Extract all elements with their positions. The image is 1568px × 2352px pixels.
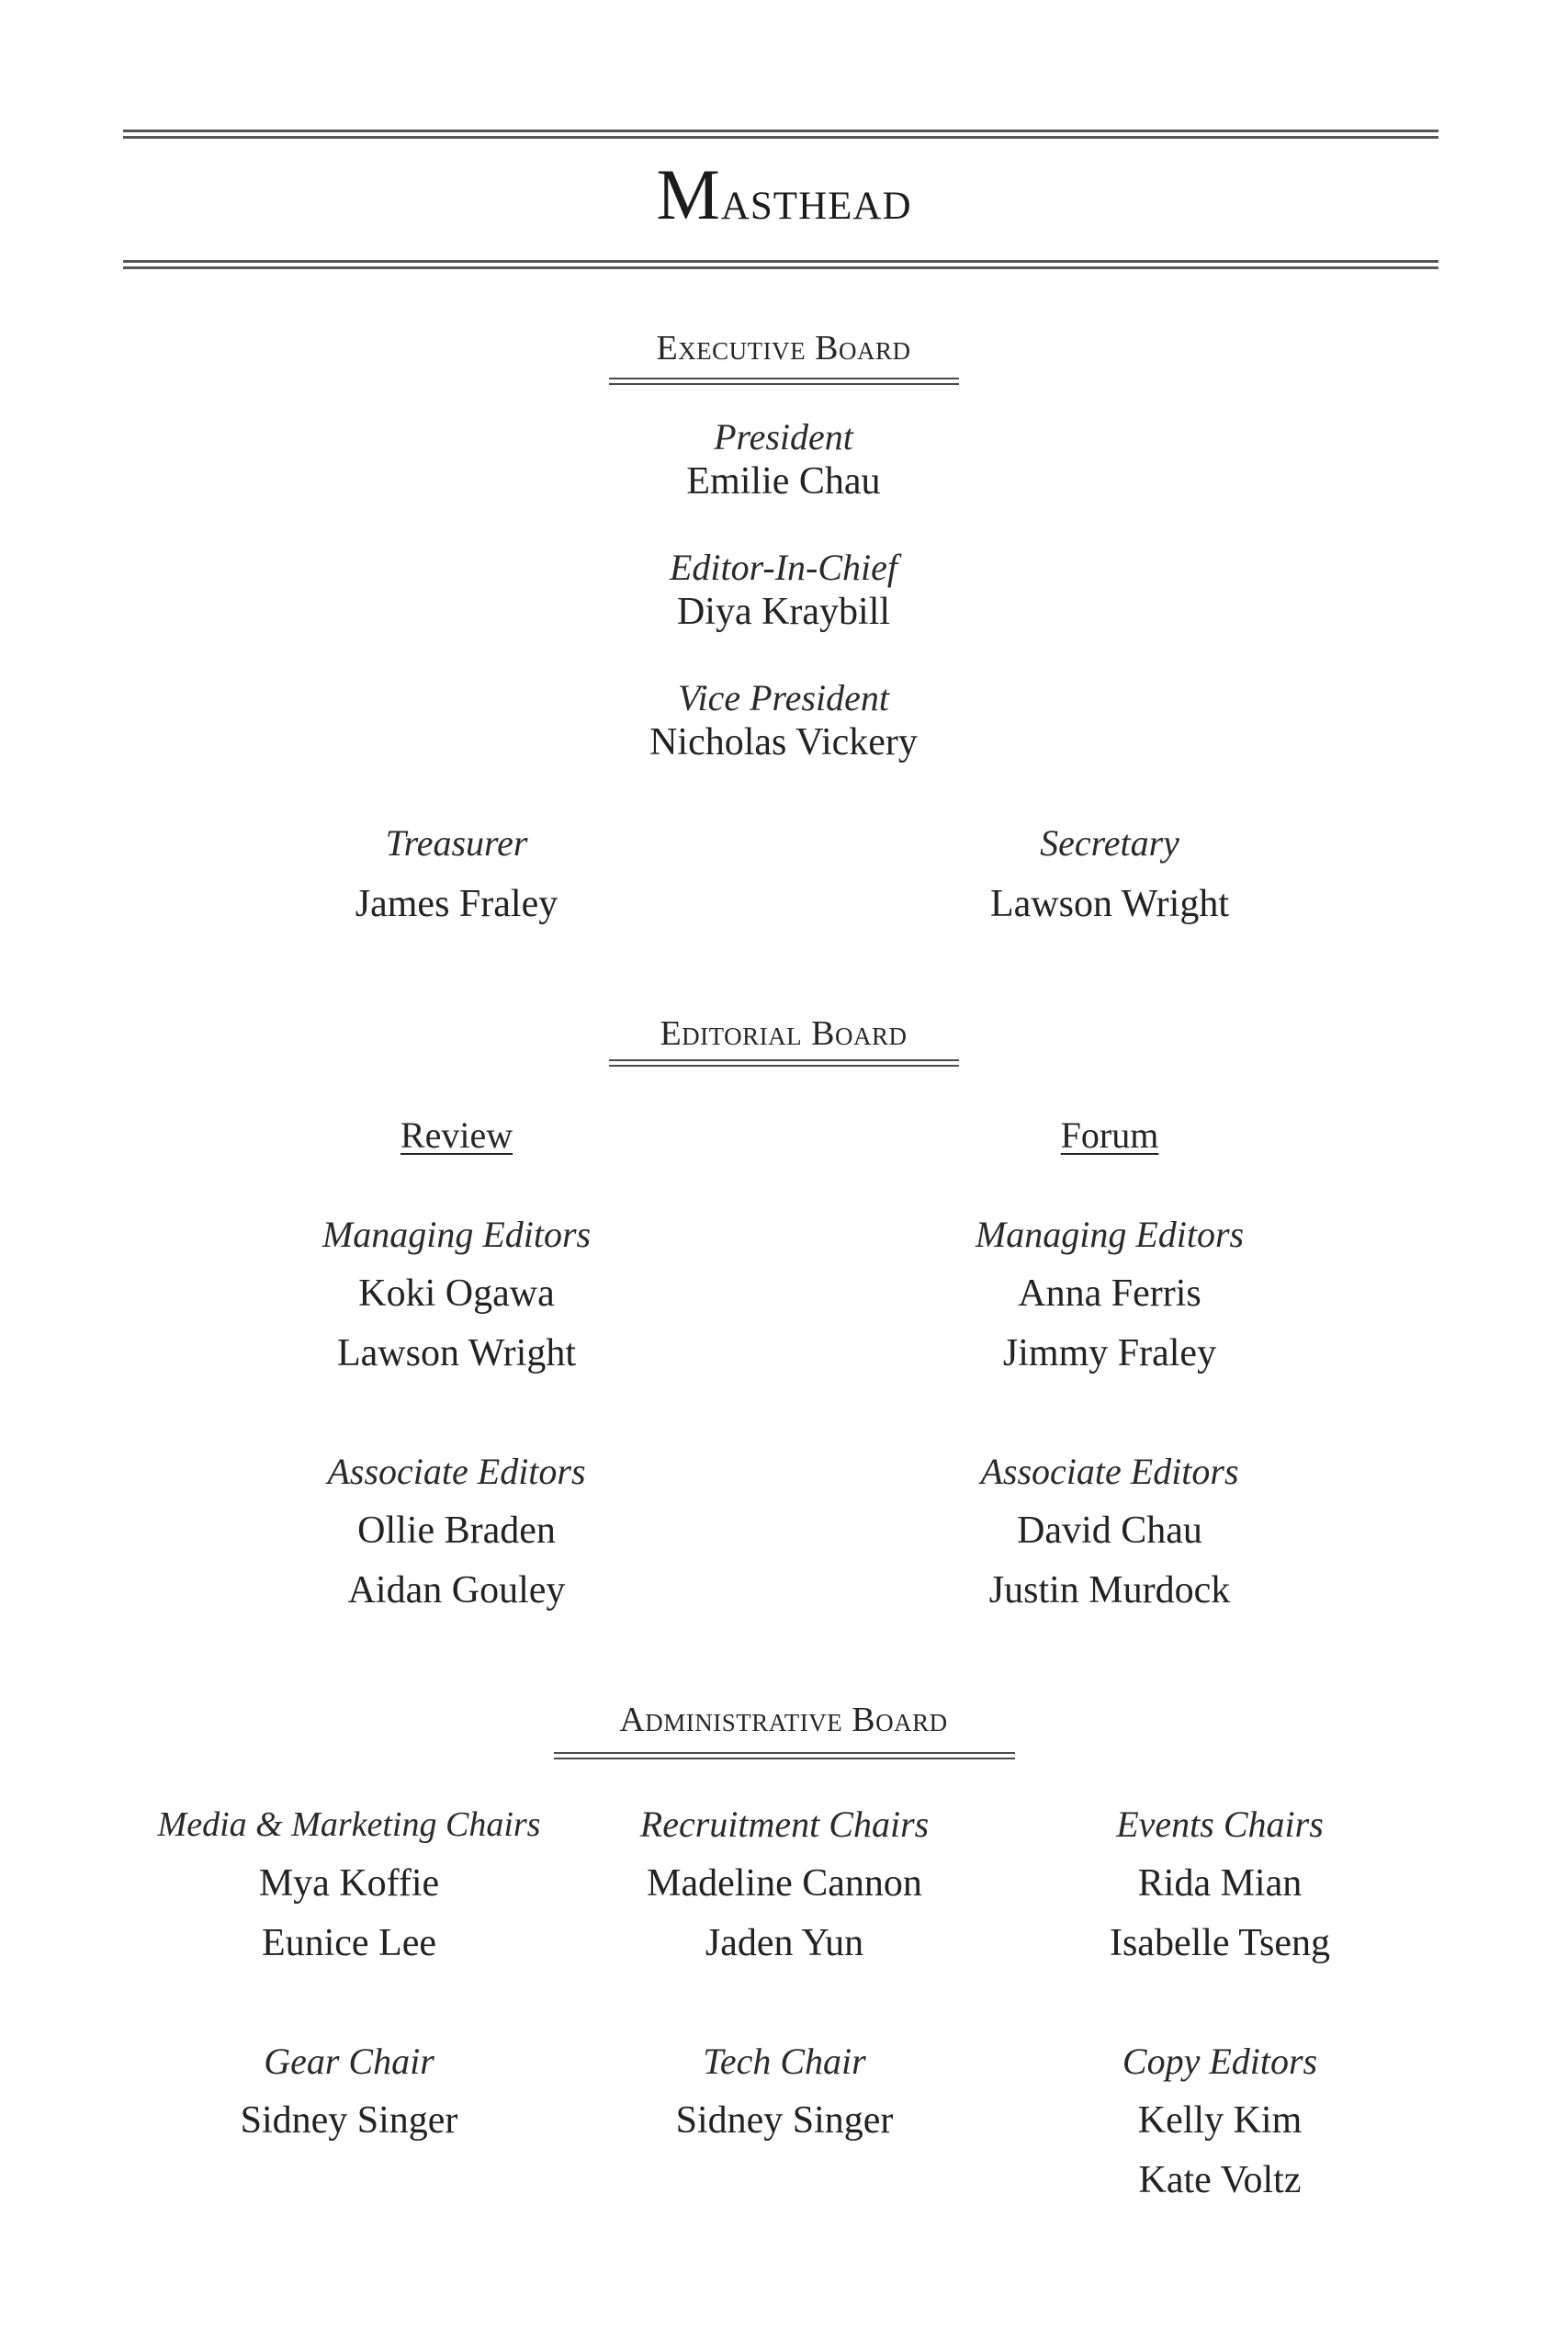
media-marketing-chairs [158, 1803, 541, 1965]
editorial-rule-1 [609, 1059, 959, 1061]
role-label: Vice President [678, 677, 889, 718]
top-rule-1 [123, 130, 1438, 132]
person-name: Isabelle Tseng [1109, 1922, 1331, 1964]
editorial-rule-2 [609, 1065, 959, 1067]
person-name: Emilie Chau [686, 460, 881, 503]
person-name: Jimmy Fraley [1002, 1332, 1217, 1374]
person-name: Lawson Wright [336, 1332, 576, 1374]
person-name: Eunice Lee [261, 1922, 437, 1964]
administrative-rule-1 [554, 1752, 1015, 1754]
role-label: Managing Editors [975, 1214, 1245, 1255]
person-name: James Fraley [355, 883, 558, 925]
person-name: Rida Mian [1137, 1862, 1303, 1905]
administrative-board-heading: Administrative Board [619, 1701, 948, 1739]
events-chairs [1110, 1803, 1330, 1965]
person-name: Sidney Singer [240, 2099, 458, 2142]
title-rule-2 [123, 266, 1438, 269]
gear-chair [241, 2040, 458, 2143]
person-name: Aidan Gouley [347, 1569, 566, 1611]
person-name: Justin Murdock [988, 1569, 1231, 1611]
executive-rule-2 [609, 383, 959, 385]
person-name: Sidney Singer [675, 2099, 894, 2142]
person-name: Diya Kraybill [676, 591, 891, 633]
review-column-title: Review [400, 1114, 513, 1156]
role-label: Associate Editors [980, 1451, 1239, 1492]
page-title: Masthead [656, 154, 912, 234]
person-name: Mya Koffie [258, 1862, 440, 1905]
person-name: Nicholas Vickery [649, 721, 918, 763]
person-name: Jaden Yun [705, 1922, 864, 1964]
forum-associate-editors [980, 1450, 1238, 1612]
president-block [686, 415, 880, 503]
editor-in-chief-block [670, 546, 897, 634]
executive-board-heading: Executive Board [656, 329, 911, 368]
person-name: Kelly Kim [1137, 2099, 1303, 2142]
person-name: Kate Voltz [1138, 2159, 1302, 2201]
person-name: Koki Ogawa [358, 1272, 555, 1315]
treasurer-block [355, 821, 558, 926]
review-associate-editors [327, 1450, 585, 1612]
title-rule-1 [123, 260, 1438, 263]
role-label: Treasurer [385, 822, 528, 864]
recruitment-chairs [640, 1803, 929, 1965]
role-label: Gear Chair [264, 2041, 434, 2082]
role-label: Managing Editors [321, 1214, 592, 1255]
role-label: Secretary [1040, 822, 1179, 864]
role-label: Recruitment Chairs [639, 1804, 930, 1845]
administrative-rule-2 [554, 1758, 1015, 1759]
role-label: Editor-In-Chief [669, 547, 898, 588]
role-label: Copy Editors [1122, 2041, 1318, 2082]
top-rule-2 [123, 136, 1438, 139]
role-label: Associate Editors [327, 1451, 586, 1492]
person-name: Madeline Cannon [647, 1862, 922, 1905]
vice-president-block [649, 676, 918, 764]
person-name: Lawson Wright [990, 883, 1229, 925]
role-label: Media & Marketing Chairs [157, 1805, 541, 1844]
editorial-board-heading: Editorial Board [660, 1014, 908, 1053]
role-label: Tech Chair [703, 2041, 866, 2082]
secretary-block [990, 821, 1229, 926]
role-label: Events Chairs [1116, 1804, 1324, 1845]
tech-chair [676, 2040, 894, 2143]
copy-editors [1122, 2040, 1317, 2202]
forum-managing-editors [976, 1213, 1244, 1375]
forum-column-title: Forum [1060, 1114, 1159, 1156]
person-name: Anna Ferris [1018, 1272, 1201, 1315]
person-name: David Chau [1017, 1510, 1202, 1552]
review-managing-editors [322, 1213, 591, 1375]
role-label: President [714, 416, 853, 458]
person-name: Ollie Braden [357, 1510, 556, 1552]
executive-rule-1 [609, 378, 959, 379]
